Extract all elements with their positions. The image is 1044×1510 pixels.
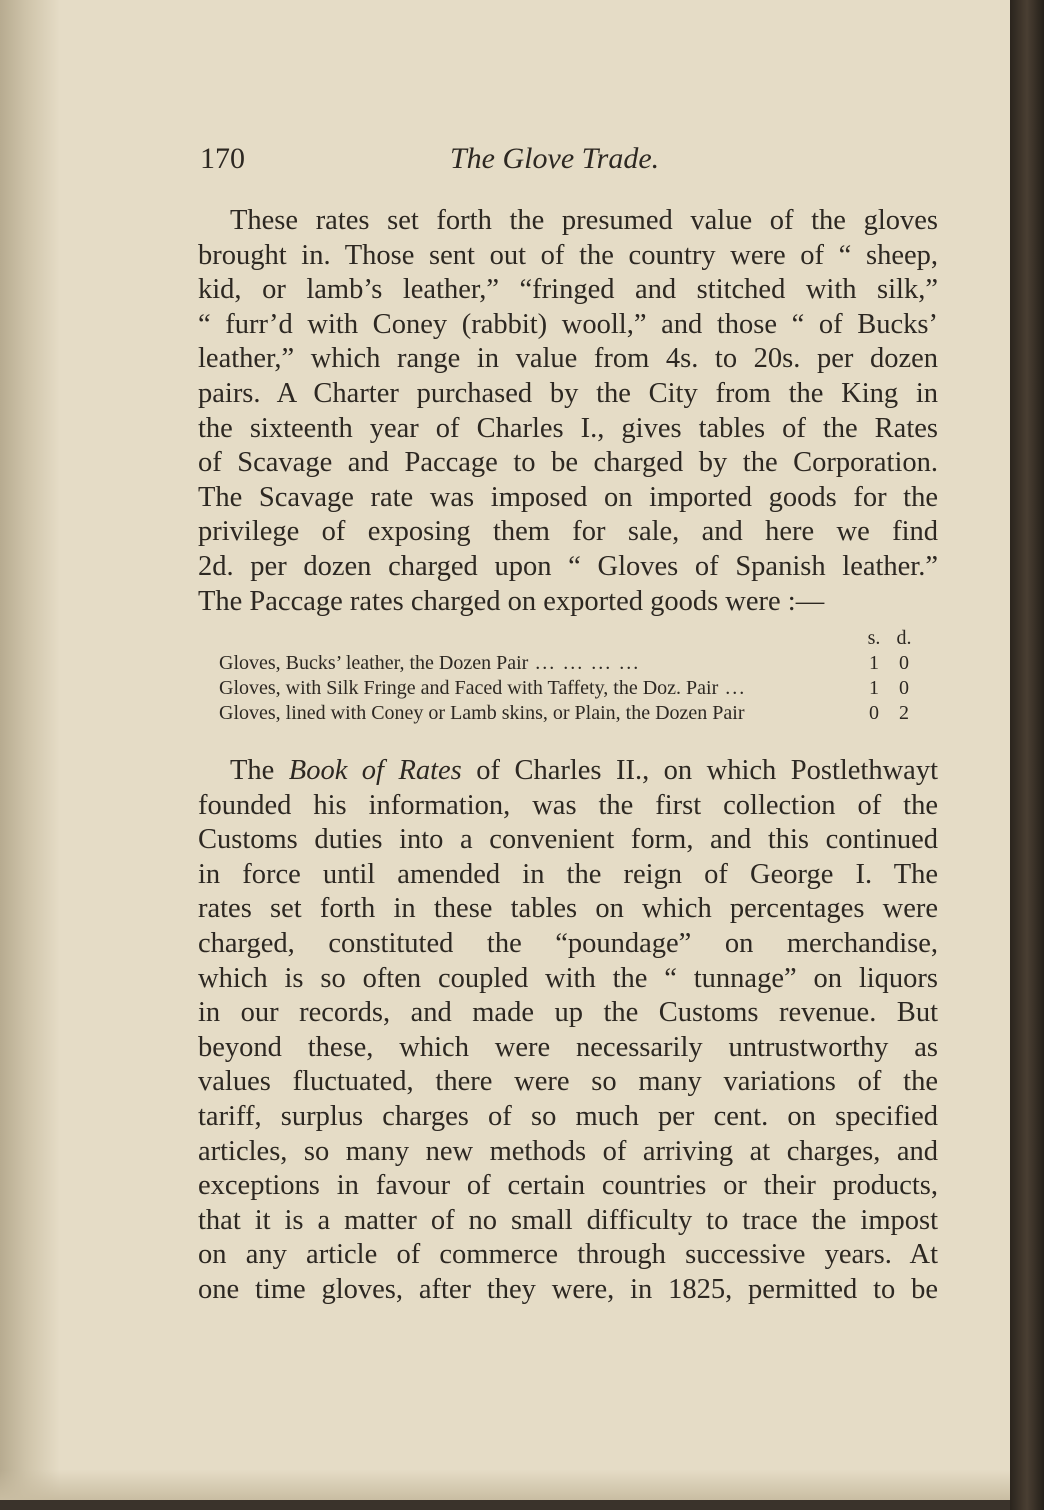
rate-shillings: 1 xyxy=(869,652,879,674)
page-header xyxy=(200,142,940,182)
text-line: one time gloves, after they were, in 1825, permitted to be xyxy=(198,1273,938,1305)
text-line: Customs duties into a convenient form, and this continued xyxy=(198,824,938,856)
text-line: tariff, surplus charges of so much per cent. on specified xyxy=(198,1100,938,1132)
text-line: exceptions in favour of certain countries or their products, xyxy=(198,1170,938,1202)
text-line: These rates set forth the presumed value of the gloves xyxy=(230,205,938,236)
page-number: 170 xyxy=(200,142,245,175)
text-run: The xyxy=(230,755,289,786)
rate-item: Gloves, lined with Coney or Lamb skins, or Plain, the Dozen Pair xyxy=(219,702,745,724)
paccage-rates-table xyxy=(219,626,919,726)
shillings-column-header: s. xyxy=(867,627,881,649)
text-line: in force until amended in the reign of George I. The xyxy=(198,858,938,890)
paragraph-2 xyxy=(198,754,938,1308)
text-line: The Scavage rate was imposed on imported goods for the xyxy=(198,481,938,513)
text-line: charged, constituted the “poundage” on merchandise, xyxy=(198,927,938,959)
text-line: privilege of exposing them for sale, and here we find xyxy=(198,516,938,548)
text-line: pairs. A Charter purchased by the City from the King in xyxy=(198,377,938,409)
text-line: beyond these, which were necessarily untrustworthy as xyxy=(198,1031,938,1063)
text-line: rates set forth in these tables on which percentages were xyxy=(198,893,938,925)
table-row xyxy=(219,676,919,701)
table-row xyxy=(219,651,919,676)
pence-column-header: d. xyxy=(896,627,912,649)
running-title: The Glove Trade. xyxy=(450,142,660,175)
text-line: which is so often coupled with the “ tunnage” on liquors xyxy=(198,962,938,994)
text-line: leather,” which range in value from 4s. to 20s. per dozen xyxy=(198,343,938,375)
table-row xyxy=(219,701,919,726)
text-line: “ furr’d with Coney (rabbit) wooll,” and those “ of Bucks’ xyxy=(198,308,938,340)
text-line: kid, or lamb’s leather,” “fringed and stitched with silk,” xyxy=(198,274,938,306)
rate-pence: 0 xyxy=(899,677,909,699)
text-line: values fluctuated, there were so many variations of the xyxy=(198,1066,938,1098)
rate-item: Gloves, with Silk Fringe and Faced with Taffety, the Doz. Pair xyxy=(219,677,719,699)
rate-shillings: 0 xyxy=(869,702,879,724)
text-line: the sixteenth year of Charles I., gives tables of the Rates xyxy=(198,412,938,444)
text-line: in our records, and made up the Customs revenue. But xyxy=(198,997,938,1029)
dot-leader: ... ... ... ... xyxy=(528,652,641,674)
rate-pence: 2 xyxy=(899,702,909,724)
table-header-row xyxy=(219,626,919,651)
text-line: brought in. Those sent out of the country were of “ sheep, xyxy=(198,239,938,271)
text-line: founded his information, was the first collection of the xyxy=(198,789,938,821)
paragraph-1 xyxy=(198,204,938,619)
dot-leader: ... xyxy=(718,677,747,699)
text-line: 2d. per dozen charged upon “ Gloves of Spanish leather.” xyxy=(198,550,938,582)
text-line: on any article of commerce through successive years. At xyxy=(198,1239,938,1271)
text-line xyxy=(198,754,938,789)
rate-shillings: 1 xyxy=(869,677,879,699)
text-line: that it is a matter of no small difficulty to trace the impost xyxy=(198,1204,938,1236)
rate-pence: 0 xyxy=(899,652,909,674)
text-line: of Scavage and Paccage to be charged by the Corporation. xyxy=(198,447,938,479)
text-line: The Paccage rates charged on exported goods were :— xyxy=(198,585,825,617)
rate-item: Gloves, Bucks’ leather, the Dozen Pair xyxy=(219,652,529,674)
book-title: Book of Rates xyxy=(288,755,462,786)
text-line: articles, so many new methods of arriving at charges, and xyxy=(198,1135,938,1167)
text-run: of Charles II., on which Postlethwayt xyxy=(461,755,938,786)
book-spine-edge xyxy=(1010,0,1044,1510)
